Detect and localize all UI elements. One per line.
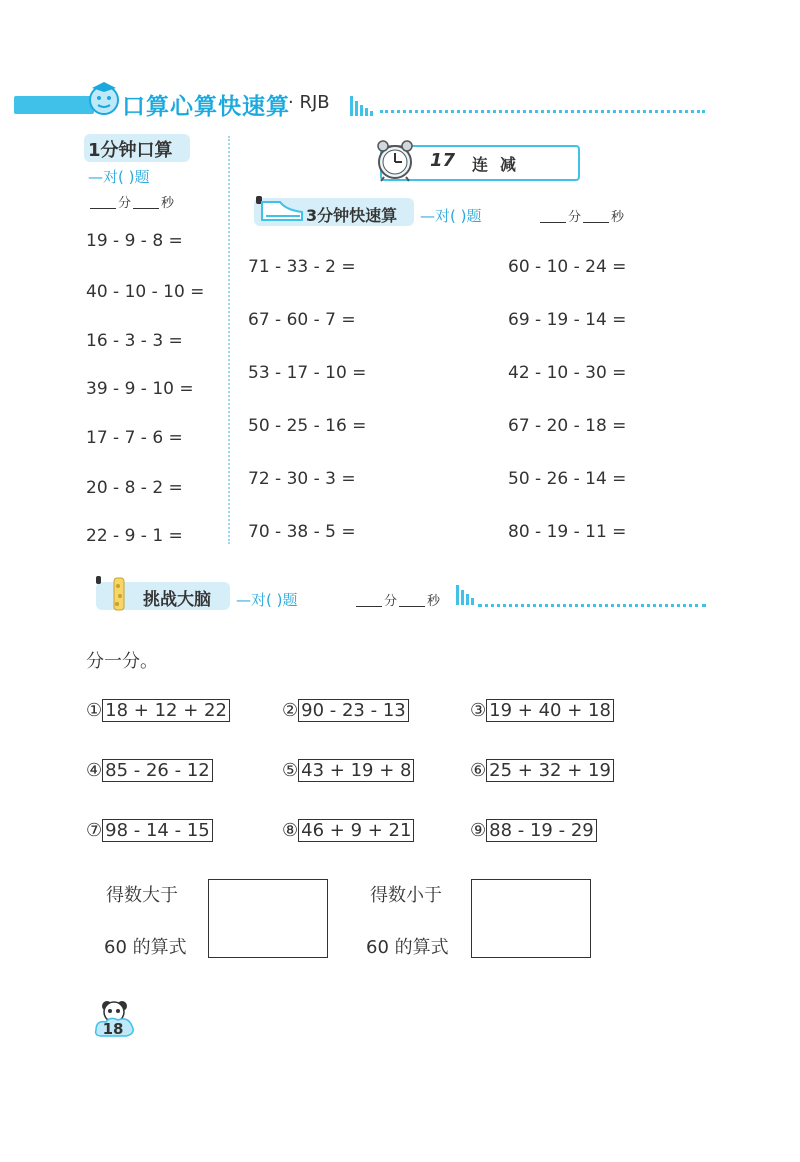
column-divider xyxy=(228,136,230,544)
signal-bars-icon xyxy=(456,585,478,605)
three-minute-problem: 50 - 25 - 16 = xyxy=(248,416,367,436)
book-title: 口算心算快速算 xyxy=(122,94,290,120)
minute-blank[interactable] xyxy=(90,208,116,209)
three-minute-score: —对( )题 xyxy=(420,207,482,225)
three-minute-problem: 67 - 60 - 7 = xyxy=(248,310,356,330)
three-minute-time: 分 秒 xyxy=(538,206,624,225)
challenge-title: 挑战大脑 xyxy=(143,590,211,610)
second-blank[interactable] xyxy=(133,208,159,209)
challenge-time: 分 秒 xyxy=(354,590,440,609)
three-minute-title: 3分钟快速算 xyxy=(306,206,398,225)
three-minute-problem: 60 - 10 - 24 = xyxy=(508,257,627,277)
minute-blank[interactable] xyxy=(540,222,566,223)
header-accent-bar xyxy=(14,96,94,114)
three-minute-problem: 67 - 20 - 18 = xyxy=(508,416,627,436)
expression-item: ③ 19 + 40 + 18 xyxy=(470,700,614,721)
alarm-clock-icon xyxy=(372,137,418,183)
less-label-line2: 60 的算式 xyxy=(366,937,449,958)
one-minute-score: —对( )题 xyxy=(88,168,150,186)
page-number: 18 xyxy=(102,1020,124,1038)
three-minute-problem: 70 - 38 - 5 = xyxy=(248,522,356,542)
greater-label-line1: 得数大于 xyxy=(106,885,178,906)
lesson-number: 17 xyxy=(430,150,456,171)
three-minute-problem: 80 - 19 - 11 = xyxy=(508,522,627,542)
challenge-instruction: 分一分。 xyxy=(86,651,158,672)
greater-answer-box[interactable] xyxy=(208,879,328,958)
signal-bars-icon xyxy=(350,96,376,116)
one-minute-problem: 40 - 10 - 10 = xyxy=(86,282,205,302)
one-minute-problem: 19 - 9 - 8 = xyxy=(86,231,183,251)
expression-item: ⑤ 43 + 19 + 8 xyxy=(282,760,414,781)
expression-item: ⑦ 98 - 14 - 15 xyxy=(86,820,213,841)
challenge-score: —对( )题 xyxy=(236,591,298,609)
expression-item: ⑧ 46 + 9 + 21 xyxy=(282,820,414,841)
one-minute-time: 分 秒 xyxy=(88,192,174,211)
three-minute-problem: 69 - 19 - 14 = xyxy=(508,310,627,330)
one-minute-problem: 20 - 8 - 2 = xyxy=(86,478,183,498)
one-minute-problem: 16 - 3 - 3 = xyxy=(86,331,183,351)
header-dotted-line xyxy=(380,110,705,113)
less-answer-box[interactable] xyxy=(471,879,591,958)
three-minute-problem: 71 - 33 - 2 = xyxy=(248,257,356,277)
three-minute-problem: 72 - 30 - 3 = xyxy=(248,469,356,489)
expression-item: ② 90 - 23 - 13 xyxy=(282,700,409,721)
three-minute-problem: 50 - 26 - 14 = xyxy=(508,469,627,489)
edition-code: · RJB xyxy=(288,92,330,113)
one-minute-title: 1分钟口算 xyxy=(88,140,173,161)
three-minute-problem: 42 - 10 - 30 = xyxy=(508,363,627,383)
minute-blank[interactable] xyxy=(356,606,382,607)
one-minute-problem: 17 - 7 - 6 = xyxy=(86,428,183,448)
less-label-line1: 得数小于 xyxy=(370,885,442,906)
expression-item: ⑨ 88 - 19 - 29 xyxy=(470,820,597,841)
mascot-icon xyxy=(84,78,124,118)
sneaker-icon xyxy=(256,194,306,226)
expression-item: ⑥ 25 + 32 + 19 xyxy=(470,760,614,781)
second-blank[interactable] xyxy=(583,222,609,223)
three-minute-problem: 53 - 17 - 10 = xyxy=(248,363,367,383)
challenge-dotted-line xyxy=(478,604,706,607)
expression-item: ① 18 + 12 + 22 xyxy=(86,700,230,721)
giraffe-icon xyxy=(96,574,140,612)
one-minute-problem: 39 - 9 - 10 = xyxy=(86,379,194,399)
lesson-name: 连减 xyxy=(472,155,529,174)
expression-item: ④ 85 - 26 - 12 xyxy=(86,760,213,781)
second-blank[interactable] xyxy=(399,606,425,607)
greater-label-line2: 60 的算式 xyxy=(104,937,187,958)
one-minute-problem: 22 - 9 - 1 = xyxy=(86,526,183,546)
